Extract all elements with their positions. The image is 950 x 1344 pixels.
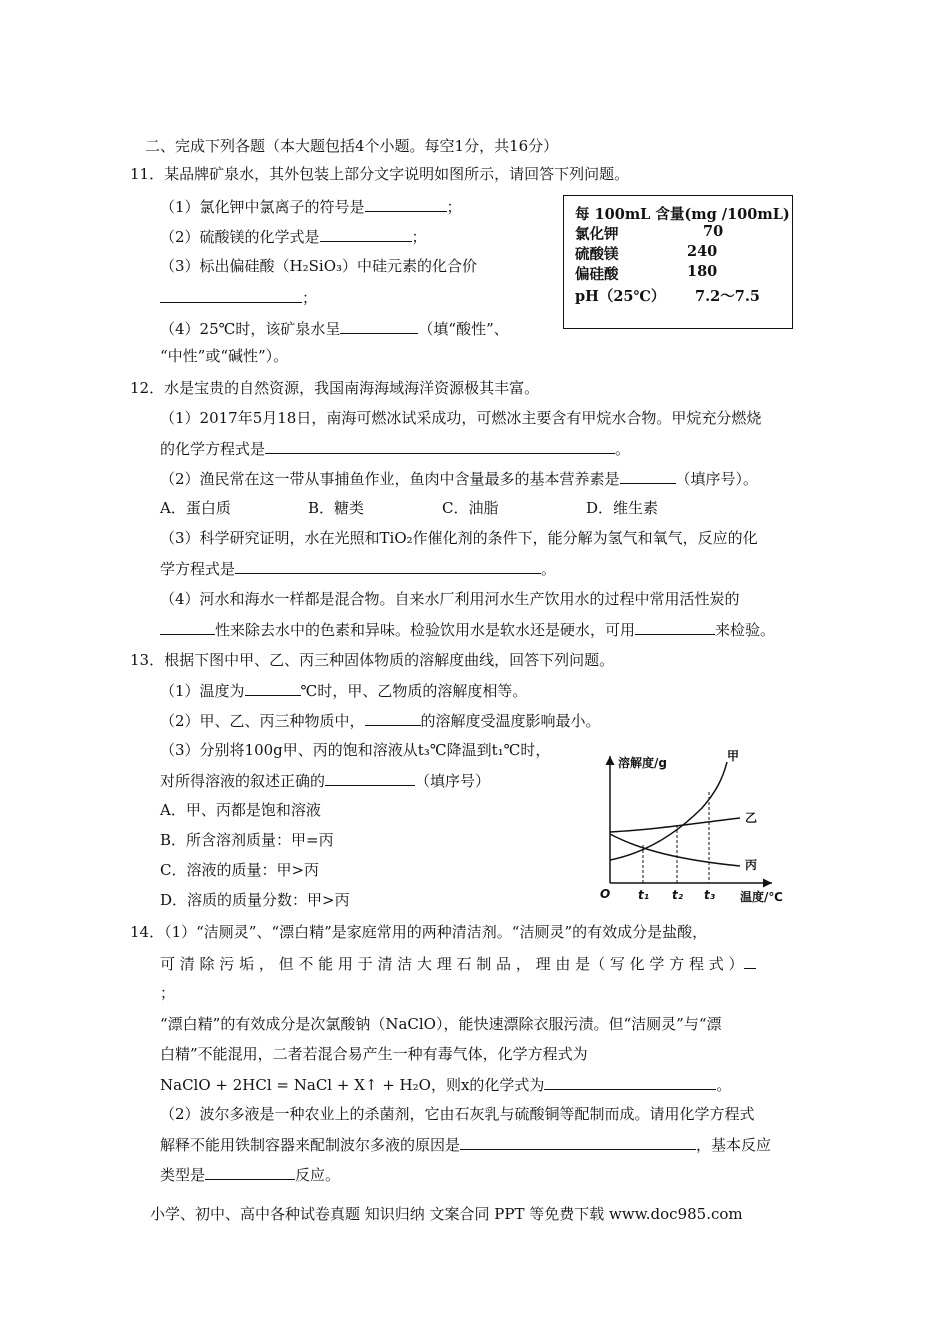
- q12-part3-end: 。: [541, 560, 557, 578]
- x-axis-label: 温度/℃: [740, 890, 783, 904]
- q12-stem: 12．水是宝贵的自然资源，我国南海海域海洋资源极其丰富。: [130, 379, 540, 397]
- q12-part4-end: 来检验。: [715, 621, 776, 639]
- q14-part1-bleach-cont: 白精”不能混用，二者若混合易产生一种有毒气体，化学方程式为: [160, 1045, 588, 1063]
- q11-stem: 11．某品牌矿泉水，其外包装上部分文字说明如图所示，请回答下列问题。: [130, 165, 630, 183]
- option-b: B．糖类: [308, 499, 365, 517]
- answer-blank[interactable]: [620, 468, 676, 484]
- q14-part1-bleach: “漂白精”的有效成分是次氯酸钠（NaClO），能快速漂除衣服污渍。但“洁厕灵”与“漂: [160, 1015, 722, 1033]
- q11-part2-text: （2）硫酸镁的化学式是: [160, 228, 320, 246]
- q12-part3-text: 学方程式是: [160, 560, 236, 578]
- answer-blank[interactable]: [245, 680, 301, 696]
- q11-part2-end: ；: [411, 228, 427, 246]
- tick-t3: t₃: [704, 888, 715, 902]
- series-yi-curve: [610, 818, 740, 832]
- q14-part1-cont: [160, 953, 756, 974]
- q12-part1-cont: [160, 438, 630, 459]
- answer-blank[interactable]: [265, 438, 615, 454]
- origin-label: O: [600, 887, 611, 901]
- answer-blank[interactable]: [235, 558, 541, 574]
- solubility-chart: [590, 748, 790, 908]
- q13-option-b: B．所含溶剂质量：甲=丙: [160, 831, 334, 849]
- label-row-name: pH（25℃）: [575, 288, 666, 305]
- series-bing-label: 丙: [745, 858, 758, 872]
- q14-part1-end: 。: [716, 1076, 732, 1094]
- q11-part3-answer: [160, 287, 317, 308]
- answer-blank[interactable]: [320, 226, 412, 242]
- q11-part4-cont: “中性”或“碱性”）。: [160, 347, 289, 365]
- q13-part2-text: （2）甲、乙、丙三种物质中，: [160, 712, 365, 730]
- series-bing-curve: [610, 834, 740, 866]
- q12-part3-cont: [160, 558, 556, 579]
- q12-part4-text: 性来除去水中的色素和异味。检验饮用水是软水还是硬水，可用: [215, 621, 636, 639]
- q13-part3: （3）分别将100g甲、丙的饱和溶液从t₃℃降温到t₁℃时，: [160, 741, 551, 759]
- q11-part1-end: ；: [446, 198, 462, 216]
- q14-part2: （2）波尔多液是一种农业上的杀菌剂，它由石灰乳与硫酸铜等配制而成。请用化学方程式: [160, 1105, 755, 1123]
- series-yi-label: 乙: [745, 811, 758, 825]
- q13-option-d: D．溶质的质量分数：甲>丙: [160, 891, 350, 909]
- q14-part1-semicolon: ；: [160, 984, 176, 1002]
- option-c: C．油脂: [442, 499, 499, 517]
- q14-part2-text: 解释不能用铁制容器来配制波尔多液的原因是: [160, 1136, 461, 1154]
- q14-equation-text: NaClO + 2HCl = NaCl + X↑ + H₂O，则x的化学式为: [160, 1076, 545, 1094]
- answer-blank[interactable]: [160, 619, 215, 635]
- label-row-mgso4: [575, 243, 718, 264]
- option-a: A．蛋白质: [160, 499, 231, 517]
- label-row-h2sio3: [575, 263, 718, 284]
- q13-part1: [160, 680, 527, 701]
- label-row-name: 氯化钾: [575, 226, 619, 243]
- q13-stem: 13．根据下图中甲、乙、丙三种固体物质的溶解度曲线，回答下列问题。: [130, 651, 615, 669]
- tick-t2: t₂: [672, 888, 683, 902]
- answer-blank[interactable]: [325, 770, 415, 786]
- q14-part1-equation: [160, 1074, 731, 1095]
- label-row-ph: [575, 285, 760, 306]
- q13-part2-end: 的溶解度受温度影响最小。: [420, 712, 601, 730]
- label-row-value: 240: [687, 243, 718, 260]
- q12-part4: （4）河水和海水一样都是混合物。自来水厂利用河水生产饮用水的过程中常用活性炭的: [160, 590, 740, 608]
- q13-part1-end: ℃时，甲、乙物质的溶解度相等。: [300, 682, 528, 700]
- q12-part1-text: 的化学方程式是: [160, 440, 266, 458]
- series-jia-label: 甲: [727, 749, 740, 763]
- label-row-value: 70: [703, 223, 724, 240]
- answer-blank[interactable]: [160, 287, 302, 303]
- q13-part1-text: （1）温度为: [160, 682, 245, 700]
- q11-part3: （3）标出偏硅酸（H₂SiO₃）中硅元素的化合价: [160, 257, 478, 275]
- q11-part2: [160, 226, 427, 247]
- answer-blank[interactable]: [544, 1074, 716, 1090]
- q11-part1-text: （1）氯化钾中氯离子的符号是: [160, 198, 365, 216]
- label-row-name: 偏硅酸: [575, 266, 619, 283]
- q11-part3-end: ；: [302, 289, 318, 307]
- q14-part1-text: 可 清 除 污 垢 ， 但 不 能 用 于 清 洁 大 理 石 制 品 ， 理 由 是（ 写 化 学 方 程 式 ）: [160, 955, 744, 973]
- answer-blank[interactable]: [365, 196, 447, 212]
- q13-part3-end: （填序号）: [415, 772, 491, 790]
- q14-part2-cont: [160, 1134, 771, 1155]
- answer-blank[interactable]: [340, 318, 418, 334]
- y-axis-label: 溶解度/g: [618, 756, 667, 770]
- q12-part2: [160, 468, 758, 489]
- q14-part1: 14．（1）“洁厕灵”、“漂白精”是家庭常用的两种清洁剂。“洁厕灵”的有效成分是盐酸，: [130, 923, 708, 941]
- q11-part1: [160, 196, 462, 217]
- q12-part2-end: （填序号）。: [675, 470, 759, 488]
- q13-part3-text: 对所得溶液的叙述正确的: [160, 772, 326, 790]
- label-row-name: 硫酸镁: [575, 246, 619, 263]
- q13-option-a: A．甲、丙都是饱和溶液: [160, 801, 321, 819]
- q12-part1: （1）2017年5月18日，南海可燃冰试采成功，可燃冰主要含有甲烷水合物。甲烷充分燃烧: [160, 409, 762, 427]
- q12-part4-cont: [160, 619, 775, 640]
- q14-part2-type: [160, 1164, 340, 1185]
- answer-blank[interactable]: [365, 710, 421, 726]
- answer-blank[interactable]: [635, 619, 715, 635]
- q14-part2-end: 反应。: [295, 1166, 341, 1184]
- option-d: D．维生素: [586, 499, 659, 517]
- q13-part2: [160, 710, 601, 731]
- q14-part2-text2: ，基本反应: [696, 1136, 772, 1154]
- label-title: 每 100mL 含量(mg /100mL): [575, 206, 790, 223]
- q12-part1-end: 。: [615, 440, 631, 458]
- q11-part4: [160, 318, 509, 339]
- mineral-water-label: [563, 195, 793, 329]
- answer-blank[interactable]: [205, 1164, 295, 1180]
- footer-ad: 小学、初中、高中各种试卷真题 知识归纳 文案合同 PPT 等免费下载 www.doc985.com: [150, 1205, 743, 1223]
- label-row-value: 180: [687, 263, 718, 280]
- answer-blank[interactable]: [460, 1134, 696, 1150]
- q12-part2-text: （2）渔民常在这一带从事捕鱼作业，鱼肉中含量最多的基本营养素是: [160, 470, 620, 488]
- tick-t1: t₁: [638, 888, 649, 902]
- answer-blank[interactable]: [744, 953, 756, 969]
- q11-part4-hint: （填“酸性”、: [418, 320, 509, 338]
- q12-part3: （3）科学研究证明，水在光照和TiO₂作催化剂的条件下，能分解为氢气和氧气，反应的化: [160, 529, 758, 547]
- label-row-value: 7.2～7.5: [695, 288, 760, 305]
- label-row-kcl: [575, 223, 724, 244]
- q14-part2-type-text: 类型是: [160, 1166, 206, 1184]
- q13-part3-cont: [160, 770, 490, 791]
- q13-option-c: C．溶液的质量：甲>丙: [160, 861, 320, 879]
- q11-part4-text: （4）25℃时，该矿泉水呈: [160, 320, 341, 338]
- section-heading: 二、完成下列各题（本大题包括4个小题。每空1分，共16分）: [145, 137, 559, 155]
- series-jia-curve: [610, 762, 727, 860]
